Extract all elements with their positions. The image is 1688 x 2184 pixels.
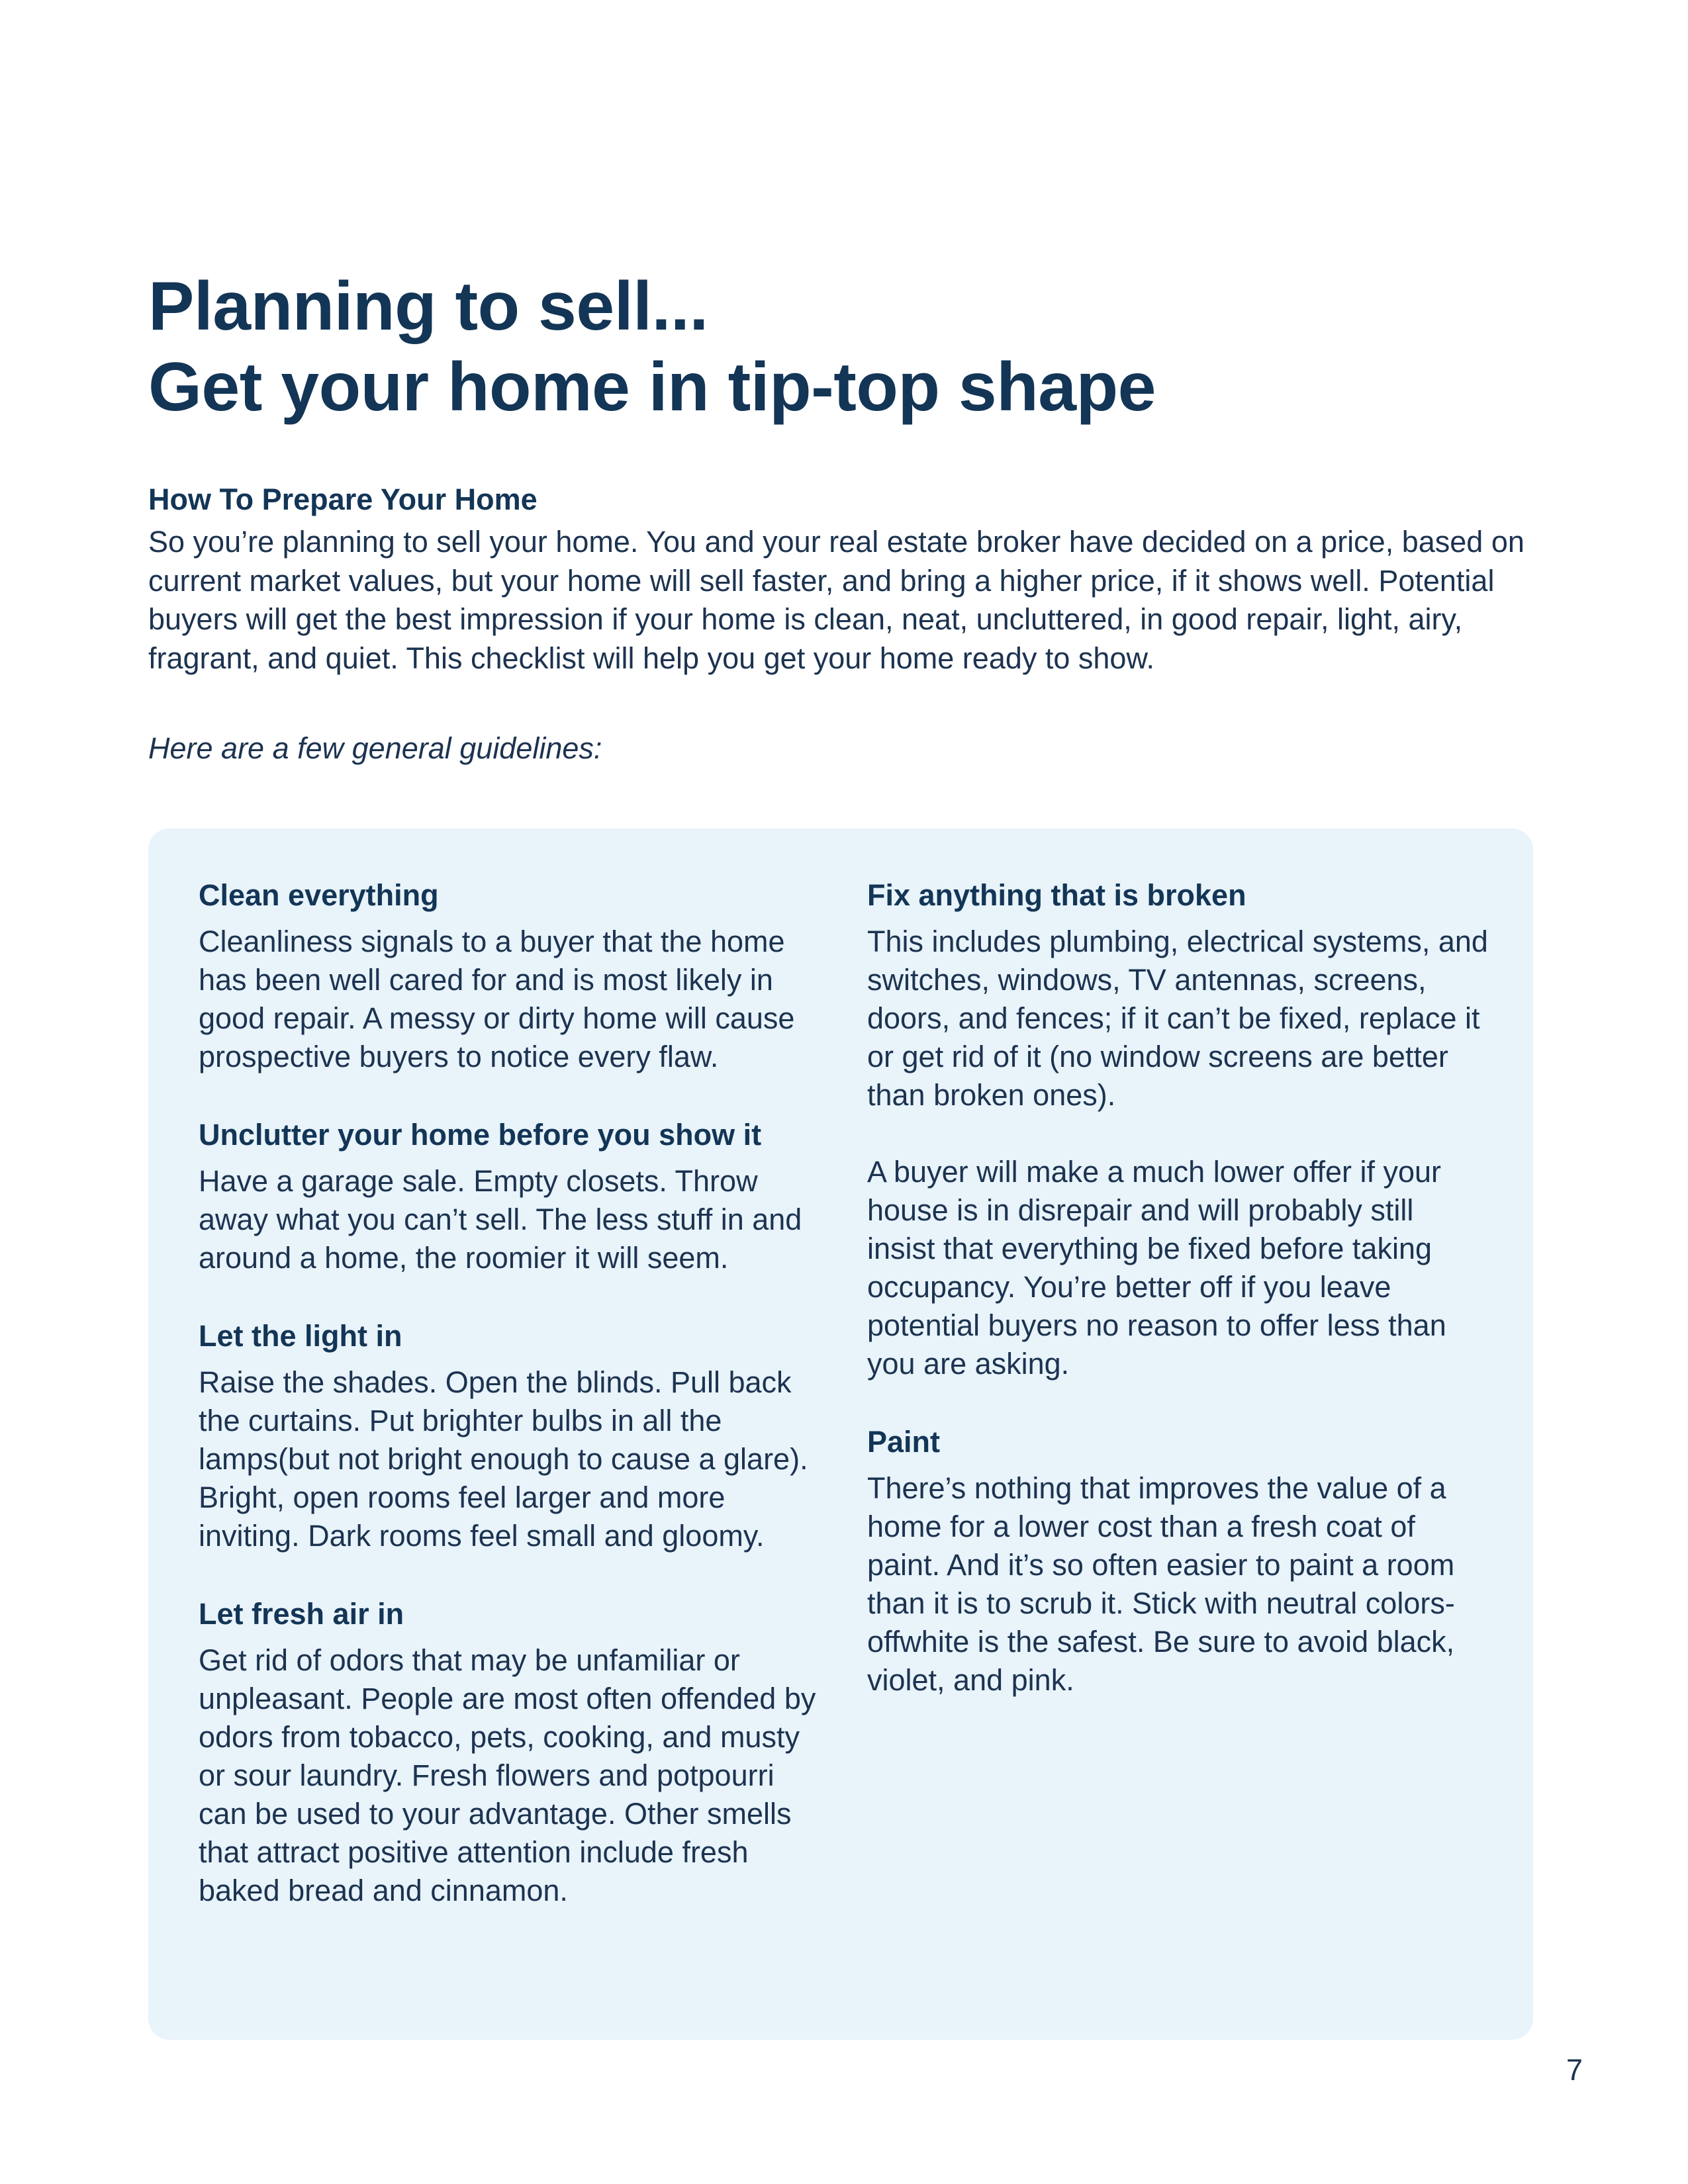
page-title-line-2: Get your home in tip-top shape xyxy=(148,349,1156,426)
guidelines-right-column xyxy=(867,875,1489,1738)
guideline-body: There’s nothing that improves the value of a home for a lower cost than a fresh coat of paint. And it’s so often easier to paint a room than it is to scrub it. Stick with neutral colors-offwhite is the safest. Be sure to avoid black, violet, and pink. xyxy=(867,1471,1455,1697)
guideline-heading: Fix anything that is broken xyxy=(867,878,1246,912)
guideline-fix-broken-continued xyxy=(867,1153,1489,1383)
page-title-line-1: Planning to sell... xyxy=(148,268,708,345)
guideline-heading: Let the light in xyxy=(199,1319,402,1353)
guideline-unclutter xyxy=(199,1115,821,1277)
guideline-body: Cleanliness signals to a buyer that the home has been well cared for and is most likely in good repair. A messy or dirty home will cause prospective buyers to notice every flaw. xyxy=(199,925,795,1073)
guideline-heading: Paint xyxy=(867,1425,941,1459)
guidelines-intro: Here are a few general guidelines: xyxy=(148,731,602,765)
guideline-body: Have a garage sale. Empty closets. Throw away what you can’t sell. The less stuff in and around a home, the roomier it will seem. xyxy=(199,1164,802,1275)
guidelines-panel xyxy=(148,829,1533,2040)
guideline-let-light-in xyxy=(199,1316,821,1555)
intro-heading: How To Prepare Your Home xyxy=(148,482,538,516)
guideline-clean-everything xyxy=(199,875,821,1076)
guideline-paint xyxy=(867,1422,1489,1700)
guideline-body: This includes plumbing, electrical systems, and switches, windows, TV antennas, screens, doors, and fences; if it can’t be fixed, replace it or get rid of it (no window screens are better than broken ones). xyxy=(867,925,1488,1112)
intro-section xyxy=(148,479,1538,678)
guideline-fix-broken xyxy=(867,875,1489,1115)
guideline-body: Get rid of odors that may be unfamiliar or unpleasant. People are most often offended by odors from tobacco, pets, cooking, and musty or sour laundry. Fresh flowers and potpourri can be used to your advantage. Other smells that attract positive attention include fresh baked bread and cinnamon. xyxy=(199,1643,816,1907)
guideline-body: A buyer will make a much lower offer if your house is in disrepair and will probably still insist that everything be fixed before taking occupancy. You’re better off if you leave potential buyers no reason to offer less than you are asking. xyxy=(867,1155,1446,1381)
intro-paragraph: So you’re planning to sell your home. You and your real estate broker have decided on a price, based on current market values, but your home will sell faster, and bring a higher price, if it shows well. Potential buyers will get the best impression if your home is clean, neat, uncluttered, in good repair, light, airy, fragrant, and quiet. This checklist will help you get your home ready to show. xyxy=(148,525,1524,675)
guideline-fresh-air xyxy=(199,1594,821,1910)
guideline-heading: Let fresh air in xyxy=(199,1597,404,1631)
guideline-heading: Clean everything xyxy=(199,878,439,912)
page-title xyxy=(148,266,1156,428)
guidelines-left-column xyxy=(199,875,821,1948)
guideline-heading: Unclutter your home before you show it xyxy=(199,1118,762,1152)
guideline-body: Raise the shades. Open the blinds. Pull back the curtains. Put brighter bulbs in all the lamps(but not bright enough to cause a glare). Bright, open rooms feel larger and more inviting. Dark rooms feel small and gloomy. xyxy=(199,1365,808,1553)
page-number: 7 xyxy=(1566,2053,1583,2087)
